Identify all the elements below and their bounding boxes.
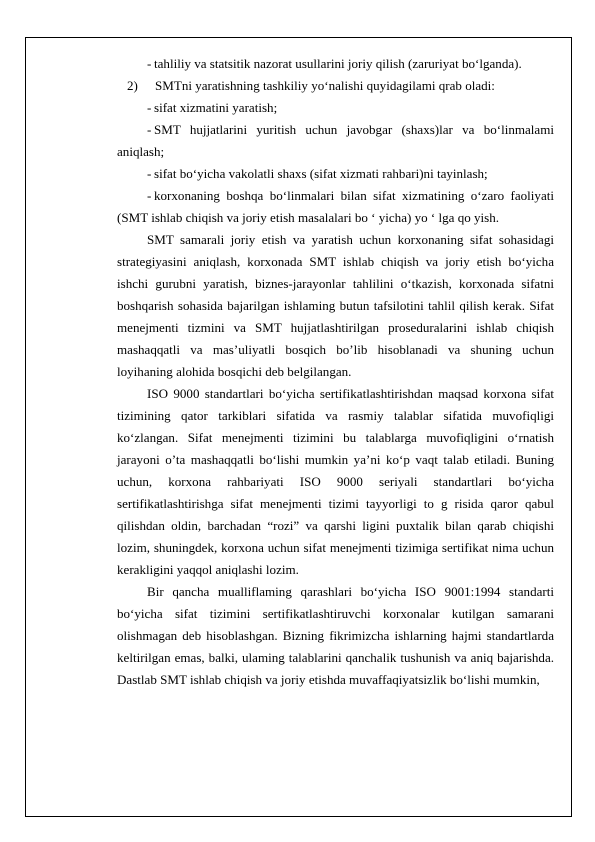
list-item-text: sifat xizmatini yaratish;	[154, 100, 278, 115]
paragraph: SMT samarali joriy etish va yaratish uchun korxonaning sifat sohasidagi strategiyasini aniqlash, korxonada SMT ishlab chiqish va joriy etish bo‘yicha ishchi gurubni yaratish, biznes-jarayonlar tahlilini o‘tkazish, korxonada sifatni boshqarish sohasida bajarilgan ishlaming butun tafsilotini tahlil qilish kerak. Sifat menejmenti tizmini va SMT hujjatlashtirilgan proseduralarini ishlab chiqish mashaqqatli va mas’uliyatli bosqich bo’lib hisoblanadi va shuning uchun loyihaning alohida bosqichi deb belgilangan.	[117, 232, 554, 379]
paragraph: Bir qancha mualliflaming qarashlari bo‘yicha ISO 9001:1994 standarti bo‘yicha sifat tizimini sertifikatlashtiruvchi korxonalar kutilgan samarani olishmagan deb hisoblashgan. Bizning fikrimizcha ishlarning hajmi standartlarda keltirilgan emas, balki, ulaming talablarini qanchalik tushunish va aniq bajarishda. Dastlab SMT ishlab chiqish va joriy etishda muvaffaqiyatsizlik bo‘lishi mumkin,	[117, 584, 554, 687]
list-item-dash	[117, 163, 554, 185]
list-item-dash	[117, 119, 554, 163]
list-item-dash	[117, 97, 554, 119]
list-item-text: SMT hujjatlarini yuritish uchun javobgar (shaxs)lar va bo‘linmalami aniqlash;	[117, 122, 554, 159]
number-marker: 2)	[127, 78, 138, 93]
list-item-text: sifat bo‘yicha vakolatli shaxs (sifat xizmati rahbari)ni tayinlash;	[154, 166, 488, 181]
dash-marker: -	[147, 100, 152, 115]
list-item-text: tahliliy va statsitik nazorat usullarini joriy qilish (zaruriyat bo‘lganda).	[154, 56, 522, 71]
list-item-dash	[117, 53, 554, 75]
dash-marker: -	[147, 166, 152, 181]
list-item-dash	[117, 185, 554, 229]
list-item-text: korxonaning boshqa bo‘linmalari bilan sifat xizmatining o‘zaro faoliyati (SMT ishlab chiqish va joriy etish masalalari bo ‘ yicha) yo ‘ lga qo yish.	[117, 188, 554, 225]
paragraph: ISO 9000 standartlari bo‘yicha sertifikatlashtirishdan maqsad korxona sifat tizimining qator tarkiblari sifatida va rasmiy talablar sifatida muvofiqligi ko‘zlangan. Sifat menejmenti tizimini bu talablarga muvofiqligini o‘rnatish jarayoni o’ta mashaqqatli bo‘lishi mumkin ya’ni ko‘p vaqt talab etiladi. Buning uchun, korxona rahbariyati ISO 9000 seriyali standartlari bo‘yicha sertifikatlashtirishga sifat menejmenti tizimi tayyorligi to g risida qaror qabul qilishdan oldin, barchadan “rozi” va qarshi ligini puxtalik bilan qarab chiqishi lozim, shuningdek, korxona uchun sifat menejmenti tizimiga sertifikat nima uchun kerakligini yaqqol aniqlashi lozim.	[117, 386, 554, 577]
dash-marker: -	[147, 56, 152, 71]
document-body	[117, 53, 554, 691]
list-item-numbered	[117, 75, 554, 97]
dash-marker: -	[147, 188, 152, 203]
dash-marker: -	[147, 122, 152, 137]
list-item-text: SMTni yaratishning tashkiliy yo‘nalishi quyidagilami qrab oladi:	[155, 78, 495, 93]
